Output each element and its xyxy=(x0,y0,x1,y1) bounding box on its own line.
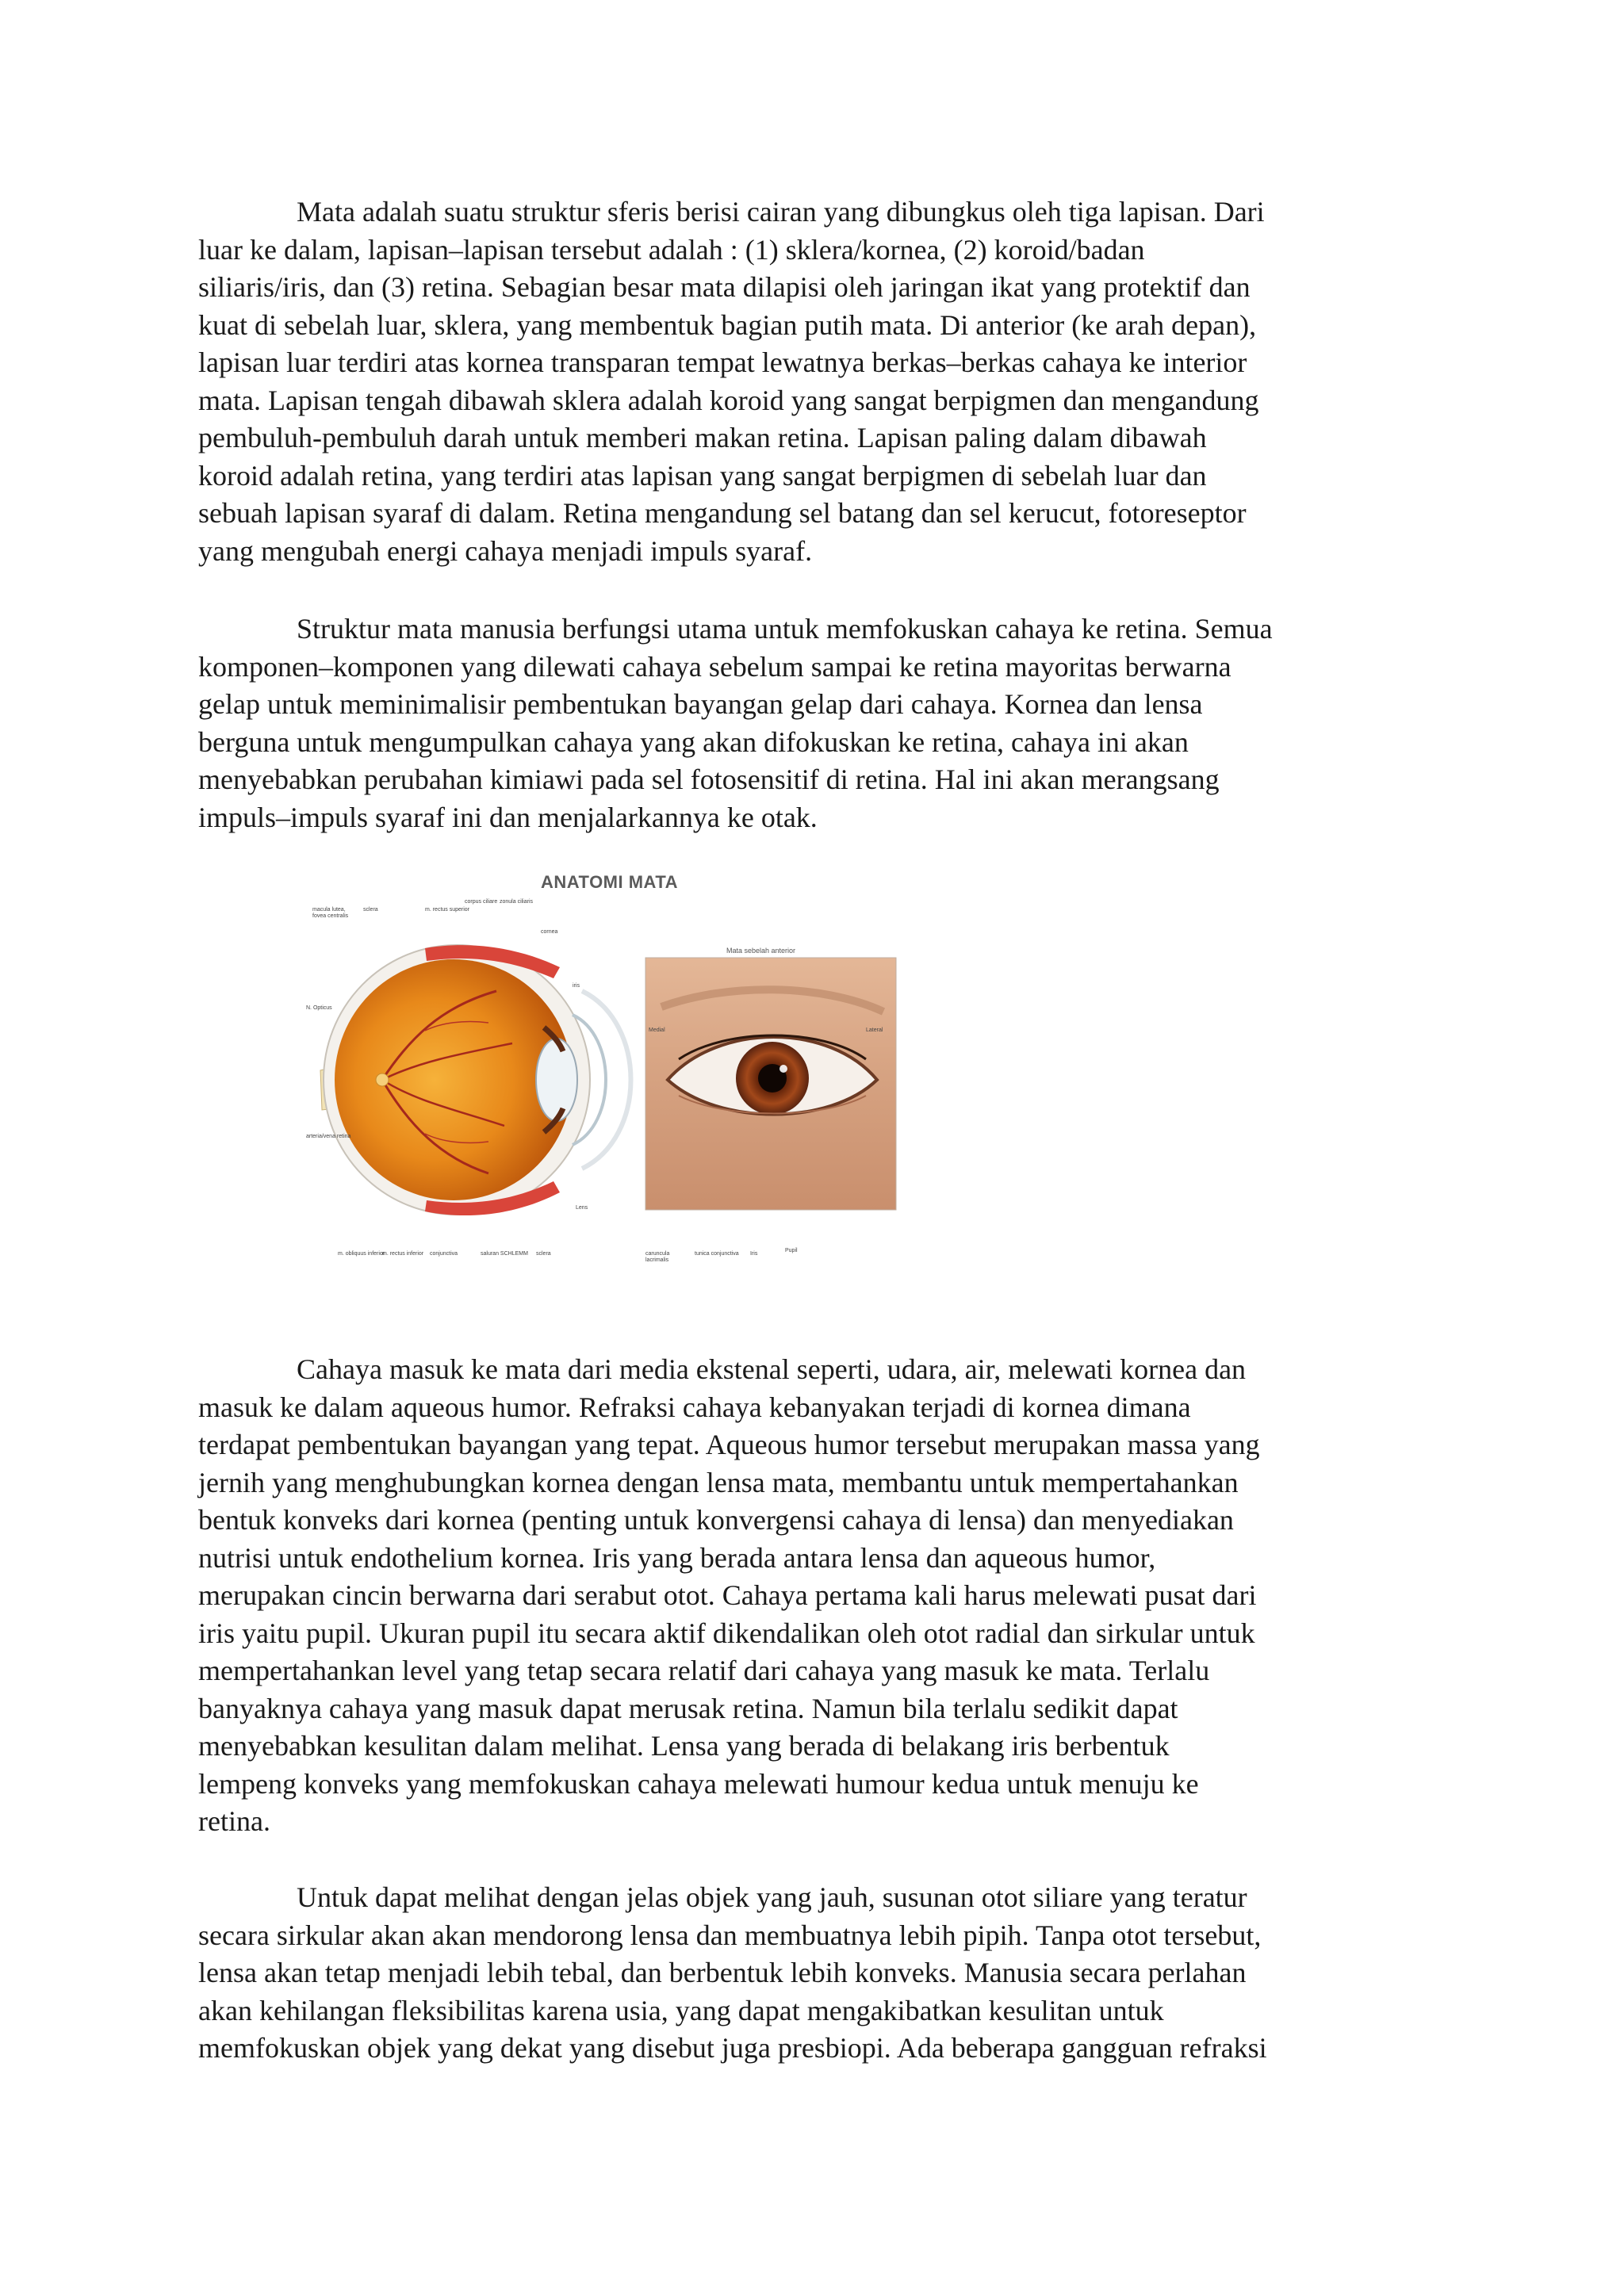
paragraph-3 xyxy=(198,1351,1419,1841)
label-zonula: zonula ciliaris xyxy=(500,899,534,905)
text-line: masuk ke dalam aqueous humor. Refraksi cahaya kebanyakan terjadi di kornea dimana xyxy=(198,1391,1191,1423)
label-tunica: tunica conjunctiva xyxy=(695,1251,739,1257)
figure-subtitle-anterior: Mata sebelah anterior xyxy=(726,947,796,955)
label-sclera-bottom: sclera xyxy=(536,1251,551,1257)
text-line: Struktur mata manusia berfungsi utama untuk memfokuskan cahaya ke retina. Semua xyxy=(297,613,1273,645)
paragraph-2 xyxy=(198,610,1419,836)
text-line: mata. Lapisan tengah dibawah sklera adalah koroid yang sangat berpigmen dan mengandung xyxy=(198,384,1259,416)
label-corpus-ciliare: corpus ciliare xyxy=(465,899,498,905)
text-line: retina. xyxy=(198,1805,270,1837)
text-line: nutrisi untuk endothelium kornea. Iris yang berada antara lensa dan aqueous humor, xyxy=(198,1541,1156,1574)
label-lens: Lens xyxy=(576,1205,588,1211)
eye-anatomy-figure xyxy=(306,872,902,1284)
label-schlemm: saluran SCHLEMM xyxy=(481,1251,528,1257)
text-line: kuat di sebelah luar, sklera, yang membentuk bagian putih mata. Di anterior (ke arah depan), xyxy=(198,308,1257,341)
text-line: Cahaya masuk ke mata dari media ekstenal seperti, udara, air, melewati kornea dan xyxy=(297,1353,1247,1385)
text-line: mempertahankan level yang tetap secara relatif dari cahaya yang masuk ke mata. Terlalu xyxy=(198,1655,1210,1686)
label-n-opticus: N. Opticus xyxy=(306,1005,332,1011)
text-line: menyebabkan perubahan kimiawi pada sel fotosensitif di retina. Hal ini akan merangsang xyxy=(198,763,1220,795)
label-retina-vessels: arteria/vena retina xyxy=(306,1134,351,1139)
text-line: siliaris/iris, dan (3) retina. Sebagian besar mata dilapisi oleh jaringan ikat yang protektif dan xyxy=(198,271,1251,303)
text-line: jernih yang menghubungkan kornea dengan lensa mata, membantu untuk mempertahankan xyxy=(198,1466,1239,1498)
label-iris-anterior: Iris xyxy=(750,1251,758,1257)
text-line: merupakan cincin berwarna dari serabut otot. Cahaya pertama kali harus melewati pusat dari xyxy=(198,1579,1257,1611)
label-pupil: Pupil xyxy=(785,1248,798,1253)
text-line: Mata adalah suatu struktur sferis berisi cairan yang dibungkus oleh tiga lapisan. Dari xyxy=(297,196,1265,228)
text-line: lapisan luar terdiri atas kornea transparan tempat lewatnya berkas–berkas cahaya ke interior xyxy=(198,346,1247,378)
text-line: lempeng konveks yang memfokuskan cahaya melewati humour kedua untuk menuju ke xyxy=(198,1767,1199,1800)
label-sclera-top: sclera xyxy=(363,907,378,913)
text-line: secara sirkular akan akan mendorong lensa dan membuatnya lebih pipih. Tanpa otot tersebut, xyxy=(198,1919,1262,1951)
text-line: memfokuskan objek yang dekat yang disebut juga presbiopi. Ada beberapa gangguan refraksi xyxy=(198,2032,1267,2064)
text-line: sebuah lapisan syaraf di dalam. Retina mengandung sel batang dan sel kerucut, fotoreseptor xyxy=(198,497,1247,529)
text-line: koroid adalah retina, yang terdiri atas lapisan yang sangat berpigmen di sebelah luar dan xyxy=(198,459,1207,492)
label-conjunctiva: conjunctiva xyxy=(430,1251,458,1257)
text-line: komponen–komponen yang dilewati cahaya sebelum sampai ke retina mayoritas berwarna xyxy=(198,650,1231,683)
label-caruncula: caruncula lacrimalis xyxy=(645,1251,670,1263)
label-medial: Medial xyxy=(649,1027,665,1033)
text-line: luar ke dalam, lapisan–lapisan tersebut adalah : (1) sklera/kornea, (2) koroid/badan xyxy=(198,233,1145,266)
text-line: gelap untuk meminimalisir pembentukan bayangan gelap dari cahaya. Kornea dan lensa xyxy=(198,688,1203,720)
text-line: akan kehilangan fleksibilitas karena usia, yang dapat mengakibatkan kesulitan untuk xyxy=(198,1994,1164,2026)
label-cornea: cornea xyxy=(541,929,558,935)
text-line: iris yaitu pupil. Ukuran pupil itu secara aktif dikendalikan oleh otot radial dan sirkular untuk xyxy=(198,1617,1255,1649)
text-line: terdapat pembentukan bayangan yang tepat. Aqueous humor tersebut merupakan massa yang xyxy=(198,1429,1260,1460)
text-line: bentuk konveks dari kornea (penting untuk konvergensi cahaya di lensa) dan menyediakan xyxy=(198,1504,1234,1536)
text-line: berguna untuk mengumpulkan cahaya yang akan difokuskan ke retina, cahaya ini akan xyxy=(198,725,1189,758)
label-iris: iris xyxy=(573,983,580,989)
text-line: pembuluh-pembuluh darah untuk memberi makan retina. Lapisan paling dalam dibawah xyxy=(198,422,1207,453)
label-macula: macula lutea, fovea centralis xyxy=(312,907,349,919)
paragraph-1 xyxy=(198,193,1419,570)
label-rectus-inferior: m. rectus inferior xyxy=(382,1251,424,1257)
text-line: lensa akan tetap menjadi lebih tebal, dan berbentuk lebih konveks. Manusia secara perlahan xyxy=(198,1957,1247,1988)
text-line: menyebabkan kesulitan dalam melihat. Lensa yang berada di belakang iris berbentuk xyxy=(198,1730,1170,1762)
label-rectus-superior: m. rectus superior xyxy=(425,907,470,913)
figure-title: ANATOMI MATA xyxy=(541,872,679,892)
text-line: banyaknya cahaya yang masuk dapat merusak retina. Namun bila terlalu sedikit dapat xyxy=(198,1692,1178,1724)
text-line: impuls–impuls syaraf ini dan menjalarkannya ke otak. xyxy=(198,801,818,833)
label-obliquus: m. obliquus inferior xyxy=(338,1251,385,1257)
eye-anatomy-illustration xyxy=(306,872,902,1284)
paragraph-4 xyxy=(198,1879,1419,2068)
text-line: Untuk dapat melihat dengan jelas objek yang jauh, susunan otot siliare yang teratur xyxy=(297,1881,1247,1913)
text-line: yang mengubah energi cahaya menjadi impuls syaraf. xyxy=(198,534,813,567)
anterior-eye-photo xyxy=(645,958,896,1210)
label-lateral: Lateral xyxy=(866,1027,883,1033)
